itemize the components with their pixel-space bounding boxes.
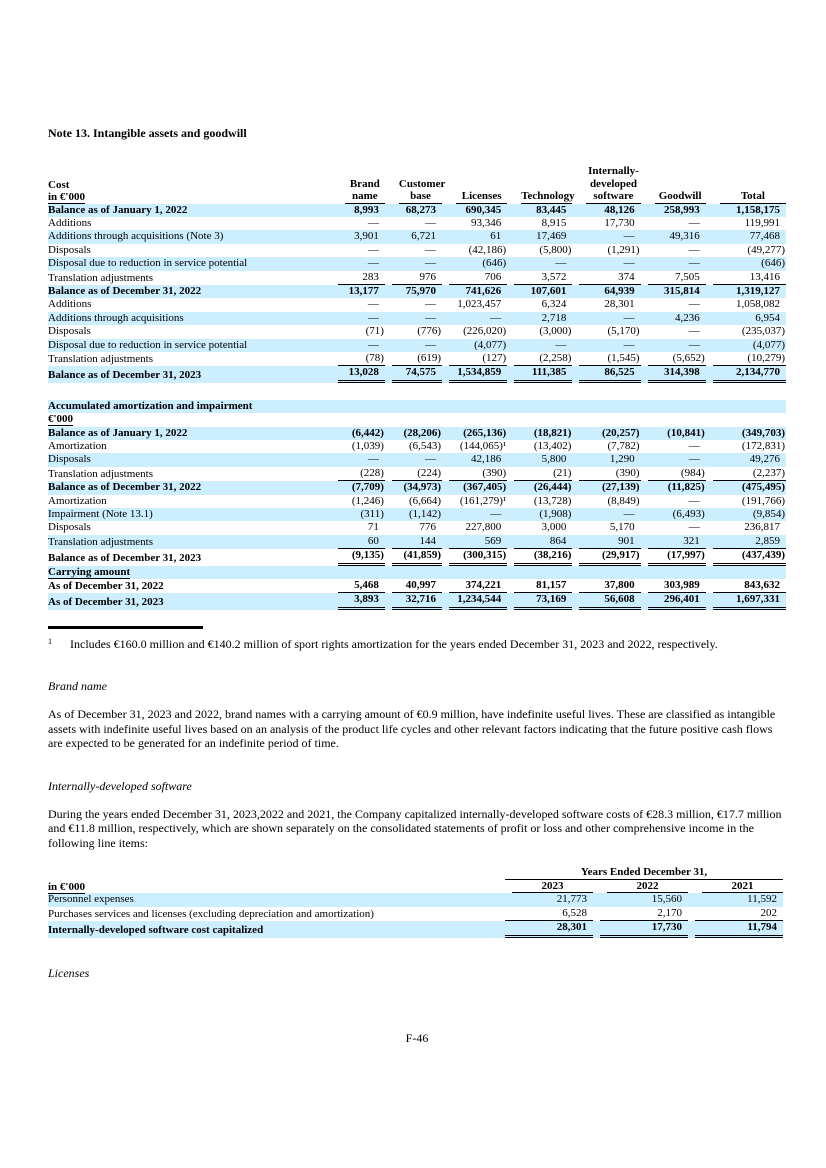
table-row [48,285,786,298]
cell-value: (11,825) [641,481,706,494]
table-row [48,413,786,426]
cell-value: 569 [442,535,507,549]
cell-value: 49,276 [706,453,786,466]
cell-value: (21) [507,467,572,481]
footnote-divider [48,626,203,629]
cell-value: — [385,312,442,325]
cell-value: 73,169 [507,593,572,609]
table-row [48,257,786,270]
heading-internally-developed-software: Internally-developed software [48,778,192,793]
cell-value: 202 [688,907,783,921]
row-label: Impairment (Note 13.1) [48,508,331,521]
footnote-text: Includes €160.0 million and €140.2 million of sport rights amortization for the years ended December 31, 2023 and 2022, respectively. [70,636,718,651]
table-corner-label: in €'000 [48,880,85,893]
cell-value: 1,234,544 [442,593,507,609]
table-row [48,579,786,593]
cell-value: — [442,508,507,521]
cell-value: 81,157 [507,579,572,593]
cell-value: (6,442) [331,427,385,440]
cell-value: 8,915 [541,216,567,229]
row-label: Balance as of January 1, 2022 [48,204,331,217]
cell-value: 17,730 [604,216,635,229]
table-row [48,521,786,534]
section-label: Accumulated amortization and impairment [48,400,786,413]
table-row [48,383,786,400]
cell-value: 144 [385,535,442,549]
table-header-row [48,165,786,204]
cell-value: 5,170 [609,521,635,534]
cell-value: — [688,243,700,256]
table-row [48,481,786,494]
cell-value: (224) [385,467,442,481]
cell-value: (1,291) [607,243,640,256]
cell-value: 2,859 [706,535,786,549]
row-label: Balance as of January 1, 2022 [48,427,331,440]
table-row [48,312,786,325]
cell-value: (349,703) [706,427,786,440]
row-label: Disposals [48,325,91,338]
cell-value: (9,135) [331,549,385,565]
cell-value: 4,236 [641,312,706,325]
table-row [48,325,786,338]
cell-value: — [442,312,507,325]
cell-value: 303,989 [641,579,706,593]
cell-value: 32,716 [385,593,442,609]
cell-value: 7,505 [641,271,706,285]
cell-value: (619) [385,352,442,366]
table-row [48,339,786,352]
cell-value: (41,859) [385,549,442,565]
cell-value: (984) [641,467,706,481]
cell-value: (2,258) [507,352,572,366]
intangible-assets-cost-table [48,165,786,610]
table-row [48,400,786,413]
table-row [48,244,786,257]
cell-value: 776 [419,521,437,534]
table-row [48,549,786,565]
cell-value: 111,385 [507,366,572,382]
row-label: Additions [48,216,92,229]
cell-value: 706 [442,271,507,285]
cell-value: (13,402) [533,440,572,452]
cell-value: (42,186) [468,243,507,256]
cell-value: 236,817 [744,521,780,534]
table-row [48,566,786,579]
cell-value: (5,170) [607,325,640,338]
column-header: Internally- developed software [588,165,639,202]
cell-value: — [367,243,379,256]
cell-value: 227,800 [465,521,502,534]
cell-value: — [688,298,700,311]
cell-value: (437,439) [706,549,786,565]
heading-licenses: Licenses [48,965,90,980]
footnote [48,637,786,652]
section-label: €'000 [48,413,74,426]
row-label: Disposal due to reduction in service potential [48,339,331,352]
cell-value: — [507,257,572,270]
cell-value: — [425,216,437,229]
cell-value: (127) [442,352,507,366]
cell-value: 3,000 [541,521,567,534]
row-label: Amortization [48,440,107,452]
column-header: Customer base [398,177,446,202]
cell-value: — [641,453,706,466]
table-row [48,593,786,609]
cell-value: (29,917) [572,549,640,565]
row-label: Translation adjustments [48,535,331,549]
cell-value: 2,170 [593,907,688,921]
cell-value: — [385,257,442,270]
cell-value: — [641,257,706,270]
cell-value: 68,273 [385,204,442,217]
cell-value: (3,000) [539,325,572,338]
cell-value: — [572,508,640,521]
cell-value: 3,572 [507,271,572,285]
cell-value: 11,794 [688,921,783,937]
cell-value: 6,721 [385,230,442,243]
cell-value: (390) [572,467,640,481]
cell-value: (475,495) [706,481,786,494]
row-label: Balance as of December 31, 2023 [48,366,331,382]
cell-value: 93,346 [470,216,502,229]
table-row [48,440,786,453]
cell-value: — [507,339,572,352]
cell-value: 8,993 [331,204,385,217]
cell-value: — [572,312,640,325]
cell-value: (161,279)¹ [459,494,507,507]
cell-value: 315,814 [641,285,706,298]
cell-value: — [572,339,640,352]
cell-value: (28,206) [385,427,442,440]
cell-value: 37,800 [572,579,640,593]
row-label: Balance as of December 31, 2022 [48,285,331,298]
row-label: Balance as of December 31, 2023 [48,552,202,565]
cell-value: — [425,298,437,311]
cell-value: 296,401 [641,593,706,609]
row-label: Disposals [48,453,331,466]
capitalized-software-table [48,866,783,937]
cell-value: 321 [641,535,706,549]
column-header: Licenses [442,165,507,204]
cell-value: 741,626 [442,285,507,298]
note-title: Note 13. Intangible assets and goodwill [48,126,247,140]
table-row [48,217,786,230]
group-header: Years Ended December 31, [498,866,783,880]
cell-value: 976 [385,271,442,285]
cell-value: 119,991 [744,216,780,229]
cell-value: (300,315) [442,549,507,565]
cell-value: (646) [442,257,507,270]
cell-value: 13,177 [331,285,385,298]
cell-value: 6,528 [498,907,593,921]
cell-value: 2,718 [507,312,572,325]
cell-value: — [688,325,700,338]
cell-value: — [572,257,640,270]
table-row [48,495,786,508]
section-label: Carrying amount [48,566,786,579]
cell-value: 83,445 [507,204,572,217]
cell-value: (172,831) [741,440,785,452]
cell-value: 5,800 [507,453,572,466]
cell-value: 5,468 [331,579,385,593]
table-header-row [48,880,783,894]
cell-value: 64,939 [572,285,640,298]
cell-value: (78) [331,352,385,366]
table-row [48,298,786,311]
row-label: As of December 31, 2023 [48,593,331,609]
cell-value: 40,997 [385,579,442,593]
cell-value: 1,697,331 [706,593,786,609]
cell-value: (27,139) [572,481,640,494]
cell-value: (38,216) [507,549,572,565]
cell-value: (5,800) [539,243,572,256]
row-label: Amortization [48,494,107,507]
cell-value: (10,841) [641,427,706,440]
cell-value: (1,545) [572,352,640,366]
paragraph-brand-name: As of December 31, 2023 and 2022, brand names with a carrying amount of €0.9 million, have indefinite useful lives. These are classified as intangible assets with indefinite useful lives based on an analysis of the product life cycles and other relevant factors indicating that the future positive cash flows are expected to be generated for an indefinite period of time. [48,707,776,751]
cell-value: 49,316 [641,230,706,243]
cell-value: (1,039) [351,440,384,452]
row-label: Internally-developed software cost capitalized [48,921,498,937]
column-header: 2023 [498,880,593,894]
footnote-marker: 1 [48,636,52,646]
cell-value: 864 [507,535,572,549]
table-row [48,352,786,366]
cell-value: (34,973) [385,481,442,494]
cell-value: (191,766) [741,494,785,507]
cell-value: 6,324 [541,298,567,311]
cell-value: 1,158,175 [706,204,786,217]
cell-value: — [331,453,385,466]
cell-value: 374,221 [442,579,507,593]
cell-value: (10,279) [706,352,786,366]
cell-value: 21,773 [498,893,593,906]
cell-value: 77,468 [706,230,786,243]
cell-value: — [572,230,640,243]
column-header: 2021 [688,880,783,894]
cell-value: 48,126 [572,204,640,217]
cell-value: (6,543) [408,440,442,452]
row-label: Disposals [48,243,91,256]
cell-value: (49,277) [747,243,785,256]
cell-value: (228) [331,467,385,481]
row-label: Translation adjustments [48,271,154,284]
table-group-header-row [48,866,783,880]
column-header: 2022 [593,880,688,894]
cell-value: — [385,453,442,466]
cell-value: (226,020) [463,325,507,338]
cell-value: — [688,440,700,452]
cell-value: (26,444) [507,481,572,494]
cell-value: (2,237) [706,467,786,481]
table-row [48,921,783,937]
cell-value: 86,525 [572,366,640,382]
cell-value: (6,493) [641,508,706,521]
cell-value: — [641,339,706,352]
row-label: Balance as of December 31, 2022 [48,481,331,494]
table-corner-label: Cost in €'000 [48,178,85,203]
cell-value: (17,997) [641,549,706,565]
cell-value: 843,632 [706,579,786,593]
cell-value: (9,854) [706,508,786,521]
cell-value: 28,301 [498,921,593,937]
column-header: Goodwill [641,165,706,204]
table-row [48,893,783,906]
heading-brand-name: Brand name [48,679,107,694]
row-label: Disposals [48,521,91,534]
table-row [48,508,786,521]
cell-value: (8,849) [607,494,640,507]
table-row [48,467,786,481]
cell-value: (20,257) [572,427,640,440]
cell-value: 374 [572,271,640,285]
cell-value: 1,058,082 [736,298,780,311]
table-row [48,535,786,549]
cell-value: 17,730 [593,921,688,937]
cell-value: (18,821) [507,427,572,440]
cell-value: (1,246) [351,494,384,507]
table-row [48,427,786,440]
cell-value: — [331,312,385,325]
cell-value: (235,037) [741,325,785,338]
cell-value: — [367,216,379,229]
cell-value: (144,065)¹ [459,440,507,452]
row-label: Personnel expenses [48,893,498,906]
cell-value: 3,893 [331,593,385,609]
cell-value: 1,290 [572,453,640,466]
cell-value: (5,652) [641,352,706,366]
cell-value: 6,954 [706,312,786,325]
cell-value: (1,908) [507,508,572,521]
column-header: Technology [521,190,575,202]
row-label: Translation adjustments [48,352,154,365]
cell-value: 71 [367,521,379,534]
cell-value: (1,142) [385,508,442,521]
cell-value: 15,560 [593,893,688,906]
cell-value: 690,345 [442,204,507,217]
cell-value: (265,136) [442,427,507,440]
table-row [48,366,786,382]
row-label: Additions [48,298,92,311]
cell-value: 11,592 [688,893,783,906]
table-row [48,230,786,243]
row-label: Additions through acquisitions (Note 3) [48,230,331,243]
paragraph-internally-developed-software: During the years ended December 31, 2023,2022 and 2021, the Company capitalized internally-developed software costs of €28.3 million, €17.7 million and €11.8 million, respectively, which are shown separately on the consolidated statements of profit or loss and other comprehensive income in the following line items: [48,806,782,850]
cell-value: 74,575 [385,366,442,382]
cell-value: 61 [442,230,507,243]
cell-value: 901 [572,535,640,549]
row-label: Disposal due to reduction in service potential [48,257,331,270]
cell-value: 60 [331,535,385,549]
cell-value: 75,970 [385,285,442,298]
cell-value: 56,608 [572,593,640,609]
cell-value: 17,469 [507,230,572,243]
cell-value: (13,728) [533,494,572,507]
cell-value: 258,993 [641,204,706,217]
cell-value: 13,028 [331,366,385,382]
row-label: Additions through acquisitions [48,312,331,325]
cell-value: (7,782) [607,440,640,452]
cell-value: (311) [331,508,385,521]
cell-value: (6,664) [408,494,442,507]
table-row [48,204,786,217]
cell-value: (367,405) [442,481,507,494]
cell-value: 28,301 [604,298,635,311]
cell-value: (390) [442,467,507,481]
cell-value: — [331,257,385,270]
cell-value: 1,023,457 [457,298,502,311]
cell-value: — [688,494,700,507]
cell-value: — [385,339,442,352]
row-label: Translation adjustments [48,467,154,480]
cell-value: 3,901 [331,230,385,243]
page-number: F-46 [405,1030,429,1045]
cell-value: (7,709) [331,481,385,494]
cell-value: — [688,216,700,229]
cell-value: (646) [706,257,786,270]
cell-value: 1,534,859 [442,366,507,382]
cell-value: — [331,339,385,352]
cell-value: — [688,521,700,534]
table-row [48,453,786,466]
cell-value: 13,416 [706,271,786,285]
table-row [48,271,786,285]
row-label: As of December 31, 2022 [48,580,164,593]
cell-value: 283 [331,271,385,285]
cell-value: 1,319,127 [706,285,786,298]
table-row [48,907,783,921]
cell-value: (4,077) [706,339,786,352]
cell-value: — [367,298,379,311]
cell-value: 314,398 [641,366,706,382]
column-header: Total [706,165,786,204]
cell-value: (71) [365,325,384,338]
cell-value: 2,134,770 [706,366,786,382]
row-label: Purchases services and licenses (excluding depreciation and amortization) [48,907,374,920]
cell-value: (776) [417,325,442,338]
cell-value: 107,601 [507,285,572,298]
column-header: Brand name [331,165,385,204]
cell-value: (4,077) [442,339,507,352]
cell-value: — [425,243,437,256]
cell-value: 42,186 [442,453,507,466]
